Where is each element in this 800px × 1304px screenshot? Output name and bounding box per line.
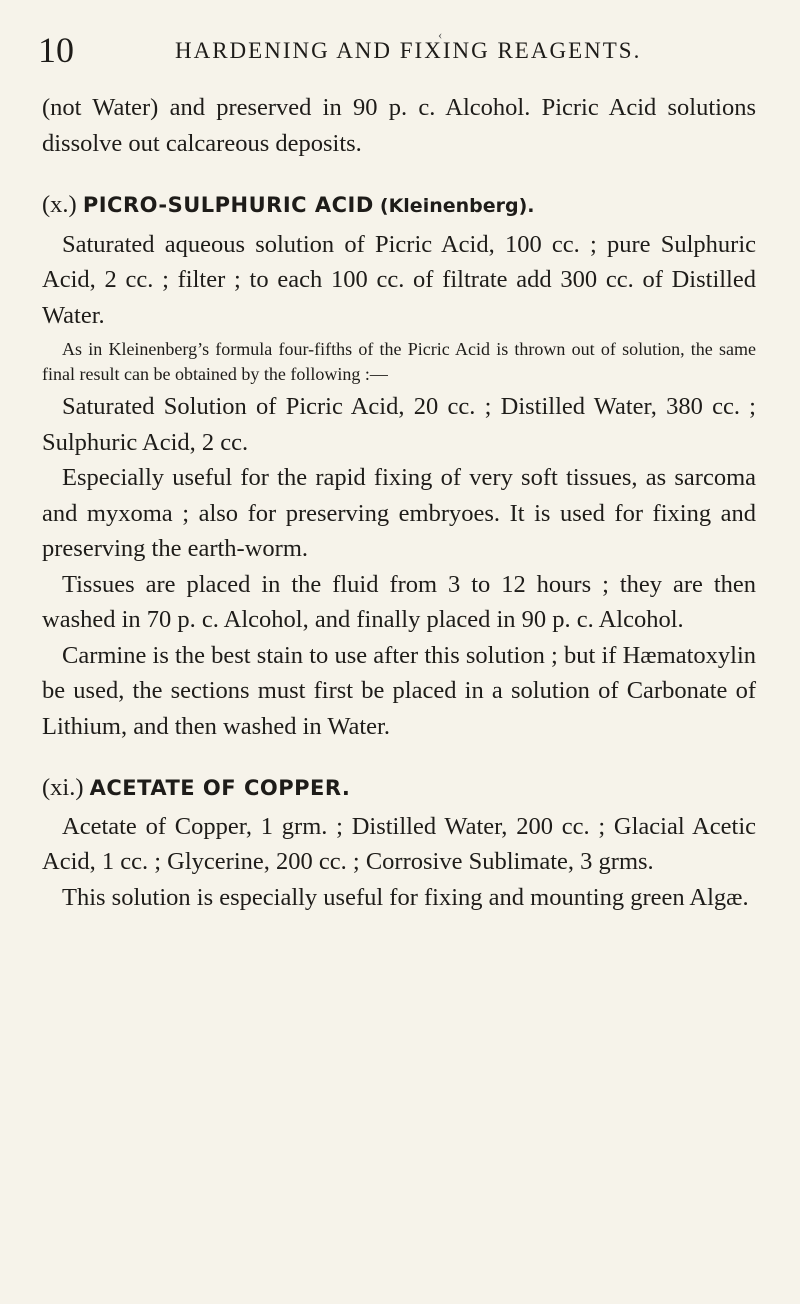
section-number: (xi.) [42,774,84,801]
paragraph-copper-uses: This solution is especially useful for fixing and mounting green Algæ. [62,883,749,911]
paragraph-uses: Especially useful for the rapid fixing of very soft tissues, as sarcoma and myxoma ; also for preserving embryoes. It is used for fixing and preserving the earth-worm. [42,464,756,562]
section-attribution: (Kleinenberg). [379,195,535,217]
section-heading-acetate-of-copper [42,770,756,807]
section-heading-picro-sulphuric [42,187,756,225]
paragraph-copper-formula: Acetate of Copper, 1 grm. ; Distilled Water, 200 cc. ; Glacial Acetic Acid, 1 cc. ; Glycerine, 200 cc. ; Corrosive Sublimate, 3 grms. [42,812,756,875]
paragraph-staining: Carmine is the best stain to use after this solution ; but if Hæmatoxylin be used, the sections must first be placed in a solution of Carbonate of Lithium, and then washed in Water. [42,641,756,740]
page-number: 10 [38,30,74,70]
paragraph-alternative-formula: Saturated Solution of Picric Acid, 20 cc. ; Distilled Water, 380 cc. ; Sulphuric Acid, 2 cc. [42,393,756,456]
paragraph-formula: Saturated aqueous solution of Picric Acid, 100 cc. ; pure Sulphuric Acid, 2 cc. ; filter ; to each 100 cc. of filtrate add 300 cc. of Distilled Water. [42,230,756,329]
running-head [0,28,800,76]
running-title: HARDENING AND FIXING REAGENTS. [175,38,642,63]
section-number: (x.) [42,191,77,218]
section-title: PICRO-SULPHURIC ACID [82,193,374,217]
paragraph-continuation: (not Water) and preserved in 90 p. c. Alcohol. Picric Acid solutions dissolve out calcareous deposits. [42,94,756,157]
section-title: ACETATE OF COPPER. [89,776,351,800]
paragraph-procedure: Tissues are placed in the fluid from 3 to 12 hours ; they are then washed in 70 p. c. Alcohol, and finally placed in 90 p. c. Alcohol. [42,570,756,633]
note-small-print: As in Kleinenberg’s formula four-fifths of the Picric Acid is thrown out of solution, the same final result can be obtained by the following :— [42,339,756,384]
body-text [42,90,756,915]
printer-mark: ‹ [438,27,443,42]
